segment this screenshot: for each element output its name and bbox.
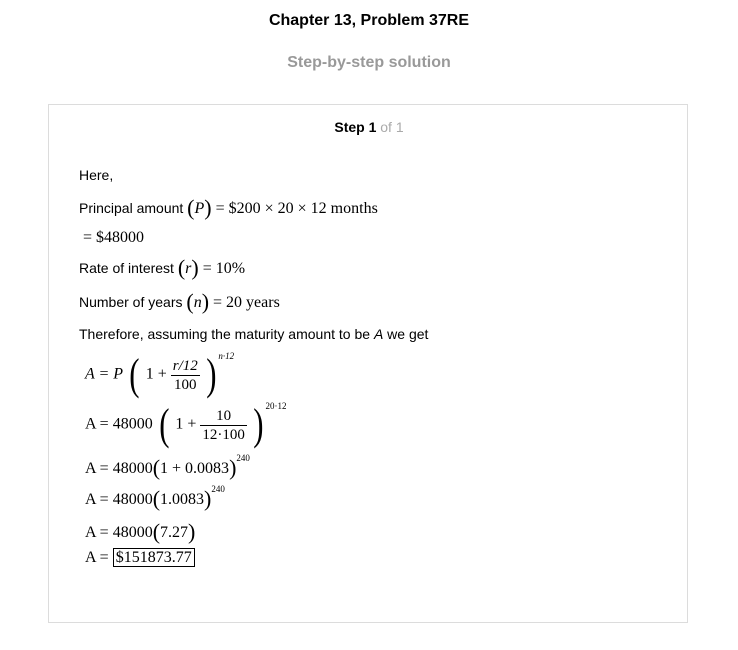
eq5-lhs: A = 48000 [85,524,153,541]
intro-text: Here, [79,167,114,183]
page-subtitle: Step-by-step solution [287,54,451,71]
therefore-line: Therefore, assuming the maturity amount to be A we get [79,326,429,342]
eq1-one-plus: 1 + [145,365,167,383]
rate-line [79,255,245,281]
equation-4: $A = 48000(1.0083)^{240}$ [85,484,225,511]
eq2-lhs: A = 48000 [85,415,153,433]
page-title: Chapter 13, Problem 37RE [268,12,470,29]
eq2-one-plus: 1 + [175,415,197,433]
eq1-lhs: A = P [85,365,124,383]
eq5-inner: 7.27 [160,524,189,541]
years-line [79,289,280,315]
eq3-inner: 1 + 0.0083 [160,460,230,477]
final-answer-box: $151873.77 [113,548,195,567]
eq2-fraction: $\frac{10}{12\cdot 100}$ [202,407,245,443]
rate-expr: = 10% [202,260,246,277]
step-count: of 1 [380,119,404,135]
equation-1: A = P ( 1 + $\frac{r/12}{100}$ ) $^{n\cdot 12}$ [85,350,235,399]
principal-result: = $48000 [83,229,145,246]
eq3-exponent: 240 [236,453,250,463]
eq1-fraction: $\frac{r/12}{100}$ [172,357,198,393]
rate-var: (r) [177,255,199,280]
eq4-inner: 1.0083 [160,491,205,508]
therefore-var: A [373,326,384,342]
eq4-exponent: 240 [211,484,225,494]
equation-3: $A = 48000(1 + 0.0083)^{240}$ [85,453,250,480]
principal-line [79,195,378,221]
equation-5: A = 48000(7.27) [85,519,196,544]
principal-expr: = $200 × 20 × 12 months [215,200,378,217]
eq3-lhs: A = 48000 [85,460,153,477]
step-label: Step 1 [334,119,377,135]
eq4-lhs: A = 48000 [85,491,153,508]
step-header [49,119,689,135]
years-var: (n) [186,289,210,314]
rate-label: Rate of interest [79,260,174,276]
equation-2: A = 48000 ( 1 + $\frac{10}{12\cdot 100}$ ) $^{20\cdot 12}$ [85,400,287,449]
solution-panel [48,104,688,623]
equation-6 [85,549,195,567]
years-label: Number of years [79,294,183,310]
years-expr: = 20 years [213,294,280,311]
eq1-exponent: n·12 [218,351,235,361]
eq2-exponent: 20·12 [265,401,287,411]
principal-label: Principal amount [79,200,184,216]
principal-var: (P) [187,195,212,220]
eq6-lhs: A = [85,549,109,566]
